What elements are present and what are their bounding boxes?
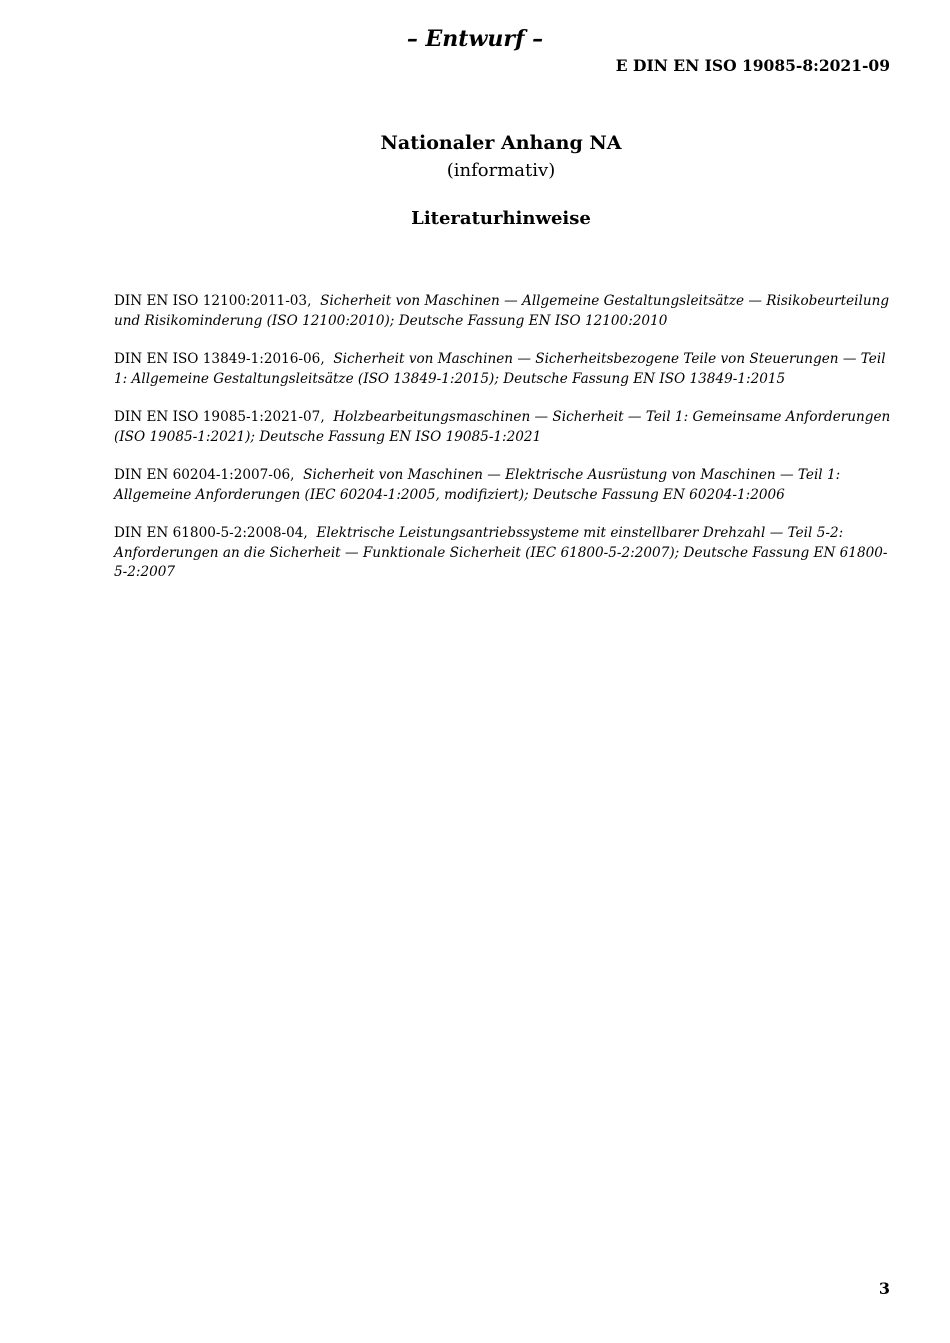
reference-title: Sicherheit von Maschinen — Elektrische Ausrüstung von Maschinen — Teil 1: Allgemeine Anforderungen (IEC 60204-1:2005, modifiziert); Deutsche Fassung EN 60204-1:2006	[114, 467, 841, 503]
annex-title: Nationaler Anhang NA	[380, 132, 622, 154]
reference-item	[114, 350, 894, 389]
reference-id: DIN EN ISO 12100:2011-03,	[114, 293, 312, 309]
reference-item	[114, 292, 894, 331]
page-number: 3	[878, 1279, 890, 1298]
document-id: E DIN EN ISO 19085-8:2021-09	[615, 56, 890, 75]
section-title: Literaturhinweise	[411, 208, 591, 229]
reference-title: Sicherheit von Maschinen — Allgemeine Gestaltungsleitsätze — Risikobeurteilung und Risikominderung (ISO 12100:2010); Deutsche Fassung EN ISO 12100:2010	[114, 293, 890, 329]
reference-item	[114, 466, 894, 505]
reference-title: Holzbearbeitungsmaschinen — Sicherheit — Teil 1: Gemeinsame Anforderungen (ISO 19085-1:2021); Deutsche Fassung EN ISO 19085-1:2021	[114, 409, 891, 445]
reference-list	[114, 292, 894, 602]
reference-item	[114, 524, 894, 583]
annex-subtitle: (informativ)	[446, 160, 556, 181]
reference-title: Elektrische Leistungsantriebssysteme mit einstellbarer Drehzahl — Teil 5-2: Anforderungen an die Sicherheit — Funktionale Sicherheit (IEC 61800-5-2:2007); Deutsche Fassung EN 61800-5-2:2007	[114, 525, 888, 580]
draft-mark: – Entwurf –	[406, 26, 544, 52]
reference-item	[114, 408, 894, 447]
reference-title: Sicherheit von Maschinen — Sicherheitsbezogene Teile von Steuerungen — Teil 1: Allgemeine Gestaltungsleitsätze (ISO 13849-1:2015); Deutsche Fassung EN ISO 13849-1:2015	[114, 351, 886, 387]
reference-id: DIN EN ISO 13849-1:2016-06,	[114, 351, 325, 367]
reference-id: DIN EN ISO 19085-1:2021-07,	[114, 409, 325, 425]
reference-id: DIN EN 61800-5-2:2008-04,	[114, 525, 308, 541]
reference-id: DIN EN 60204-1:2007-06,	[114, 467, 295, 483]
